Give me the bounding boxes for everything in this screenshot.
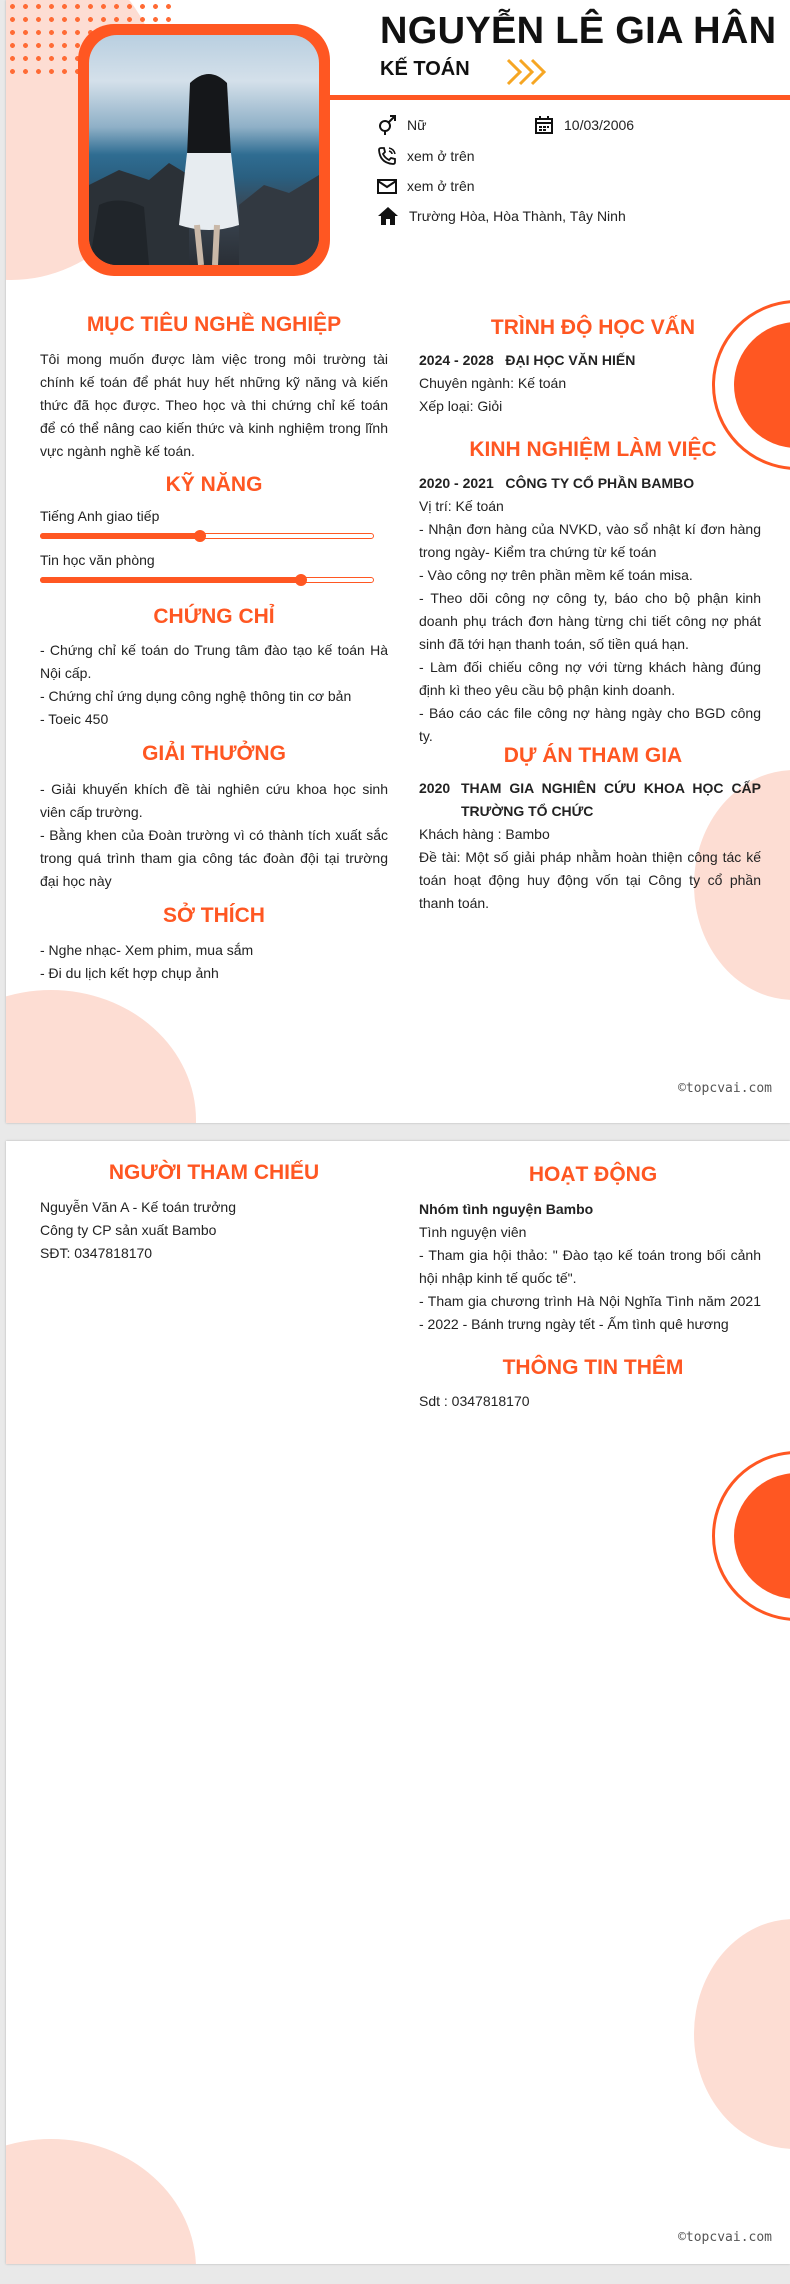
watermark: ©topcvai.com xyxy=(678,1081,772,1096)
skill-bar-knob xyxy=(295,574,307,586)
job-title: KẾ TOÁN xyxy=(380,58,470,80)
project-topic: Đề tài: Một số giải pháp nhằm hoàn thiện công tác kế toán hoạt động huy động vốn tại Công ty cổ phần thanh toán. xyxy=(419,849,761,911)
project-name: THAM GIA NGHIÊN CỨU KHOA HỌC CẤP TRƯỜNG TỔ CHỨC xyxy=(461,780,761,819)
activity-role: Tình nguyện viên xyxy=(419,1224,527,1240)
candidate-name: NGUYỄN LÊ GIA HÂN xyxy=(380,10,777,52)
project-heading xyxy=(419,777,761,823)
cv-page-1 xyxy=(6,0,790,1123)
project-client: Khách hàng : Bambo xyxy=(419,826,550,842)
deco-blob-bottom-left xyxy=(6,990,196,1123)
hobby-item: - Đi du lịch kết hợp chụp ảnh xyxy=(40,965,219,981)
birthday-value: 10/03/2006 xyxy=(564,117,635,133)
awards-list xyxy=(40,778,388,893)
reference-line: SĐT: 0347818170 xyxy=(40,1245,153,1261)
calendar-icon xyxy=(534,115,554,135)
certificate-item: - Chứng chỉ ứng dụng công nghệ thông tin cơ bản xyxy=(40,688,352,704)
skill-bar-fill xyxy=(40,533,200,539)
address-row xyxy=(377,206,626,226)
reference-line: Nguyễn Văn A - Kế toán trưởng xyxy=(40,1199,237,1215)
deco-blob-bottom-left xyxy=(6,2139,196,2264)
profile-photo-frame xyxy=(78,24,330,276)
award-item: - Bằng khen của Đoàn trường vì có thành tích xuất sắc trong quá trình tham gia công tác đoàn đội tại trường đại học này xyxy=(40,827,388,889)
education-school: ĐẠI HỌC VĂN HIẾN xyxy=(505,352,636,368)
objective-title: MỤC TIÊU NGHỀ NGHIỆP xyxy=(86,313,342,336)
education-period: 2024 - 2028 xyxy=(419,352,494,368)
experience-item: - Vào công nợ trên phần mềm kế toán misa. xyxy=(419,567,693,583)
projects-block xyxy=(419,777,761,915)
profile-photo xyxy=(89,35,319,265)
home-icon xyxy=(377,206,399,226)
projects-title: DỰ ÁN THAM GIA xyxy=(503,744,683,767)
education-heading xyxy=(419,349,769,372)
certificate-item: - Chứng chỉ kế toán do Trung tâm đào tạo kế toán Hà Nội cấp. xyxy=(40,642,388,681)
hobbies-list xyxy=(40,939,388,985)
skill-bar-fill xyxy=(40,577,301,583)
phone-row xyxy=(377,146,475,166)
gender-value: Nữ xyxy=(407,117,427,133)
hobby-item: - Nghe nhạc- Xem phim, mua sắm xyxy=(40,942,254,958)
experience-item: - Nhận đơn hàng của NVKD, vào sổ nhật kí đơn hàng trong ngày- Kiểm tra chứng từ kế toán xyxy=(419,521,761,560)
skill-label: Tin học văn phòng xyxy=(40,552,155,568)
references-title: NGƯỜI THAM CHIẾU xyxy=(108,1161,320,1184)
phone-icon xyxy=(377,146,397,166)
references-block xyxy=(40,1196,388,1265)
header-divider xyxy=(328,95,790,100)
education-major: Chuyên ngành: Kế toán xyxy=(419,375,567,391)
education-title: TRÌNH ĐỘ HỌC VẤN xyxy=(490,316,696,339)
activity-item: - Tham gia chương trình Hà Nội Nghĩa Tình năm 2021 - 2022 - Bánh trưng ngày tết - Ấm tình quê hương xyxy=(419,1293,761,1332)
birthday-row xyxy=(534,115,634,135)
email-row xyxy=(377,176,475,196)
experience-period: 2020 - 2021 xyxy=(419,475,494,491)
experience-item: - Báo cáo các file công nợ hàng ngày cho BGD công ty. xyxy=(419,705,761,744)
deco-blob-right xyxy=(694,1919,790,2149)
certificates-list xyxy=(40,639,388,731)
cv-page-2 xyxy=(6,1141,790,2264)
experience-item: - Theo dõi công nợ công ty, báo cho bộ phận kinh doanh phụ trách đơn hàng từng chi tiết công nợ phát sinh đã tới hạn thanh toán, số tiền quá hạn. xyxy=(419,590,761,652)
hobbies-title: SỞ THÍCH xyxy=(163,904,265,927)
awards-title: GIẢI THƯỞNG xyxy=(142,742,286,765)
email-value: xem ở trên xyxy=(407,178,475,194)
education-grade: Xếp loại: Giỏi xyxy=(419,398,503,414)
extra-info-title: THÔNG TIN THÊM xyxy=(502,1356,684,1379)
certificates-title: CHỨNG CHỈ xyxy=(153,605,275,628)
objective-text: Tôi mong muốn được làm việc trong môi trường tài chính kế toán để phát huy hết những kỹ năng và kiến thức đã học được. Theo học và thi chứng chỉ kế toán để có thể nâng cao kiến thức và kinh nghiệm trong lĩnh vực ngành nghề kế toán. xyxy=(40,351,388,459)
experience-block xyxy=(419,472,761,748)
extra-info-text: Sdt : 0347818170 xyxy=(419,1393,530,1409)
experience-title: KINH NGHIỆM LÀM VIỆC xyxy=(469,438,717,461)
address-value: Trường Hòa, Hòa Thành, Tây Ninh xyxy=(409,208,626,224)
activity-org: Nhóm tình nguyện Bambo xyxy=(419,1201,594,1217)
phone-value: xem ở trên xyxy=(407,148,475,164)
skill-label: Tiếng Anh giao tiếp xyxy=(40,508,160,524)
chevrons-decoration xyxy=(506,56,552,88)
experience-item: - Làm đối chiếu công nợ với từng khách hàng đúng định kì theo yêu cầu bộ phận kinh doanh. xyxy=(419,659,761,698)
activities-title: HOẠT ĐỘNG xyxy=(528,1163,658,1186)
experience-company: CÔNG TY CỔ PHẦN BAMBO xyxy=(505,475,695,491)
gender-icon xyxy=(377,115,397,135)
experience-position: Vị trí: Kế toán xyxy=(419,498,504,514)
experience-heading xyxy=(419,472,761,495)
reference-line: Công ty CP sản xuất Bambo xyxy=(40,1222,217,1238)
award-item: - Giải khuyến khích đề tài nghiên cứu khoa học sinh viên cấp trường. xyxy=(40,781,388,820)
activity-item: - Tham gia hội thảo: " Đào tạo kế toán trong bối cảnh hội nhập kinh tế quốc tế". xyxy=(419,1247,761,1286)
skill-bar-knob xyxy=(194,530,206,542)
activities-block xyxy=(419,1198,761,1336)
education-block xyxy=(419,349,769,418)
email-icon xyxy=(377,176,397,196)
watermark: ©topcvai.com xyxy=(678,2230,772,2245)
project-year: 2020 xyxy=(419,780,451,796)
skills-title: KỸ NĂNG xyxy=(165,473,263,496)
certificate-item: - Toeic 450 xyxy=(40,711,109,727)
gender-row xyxy=(377,115,426,135)
